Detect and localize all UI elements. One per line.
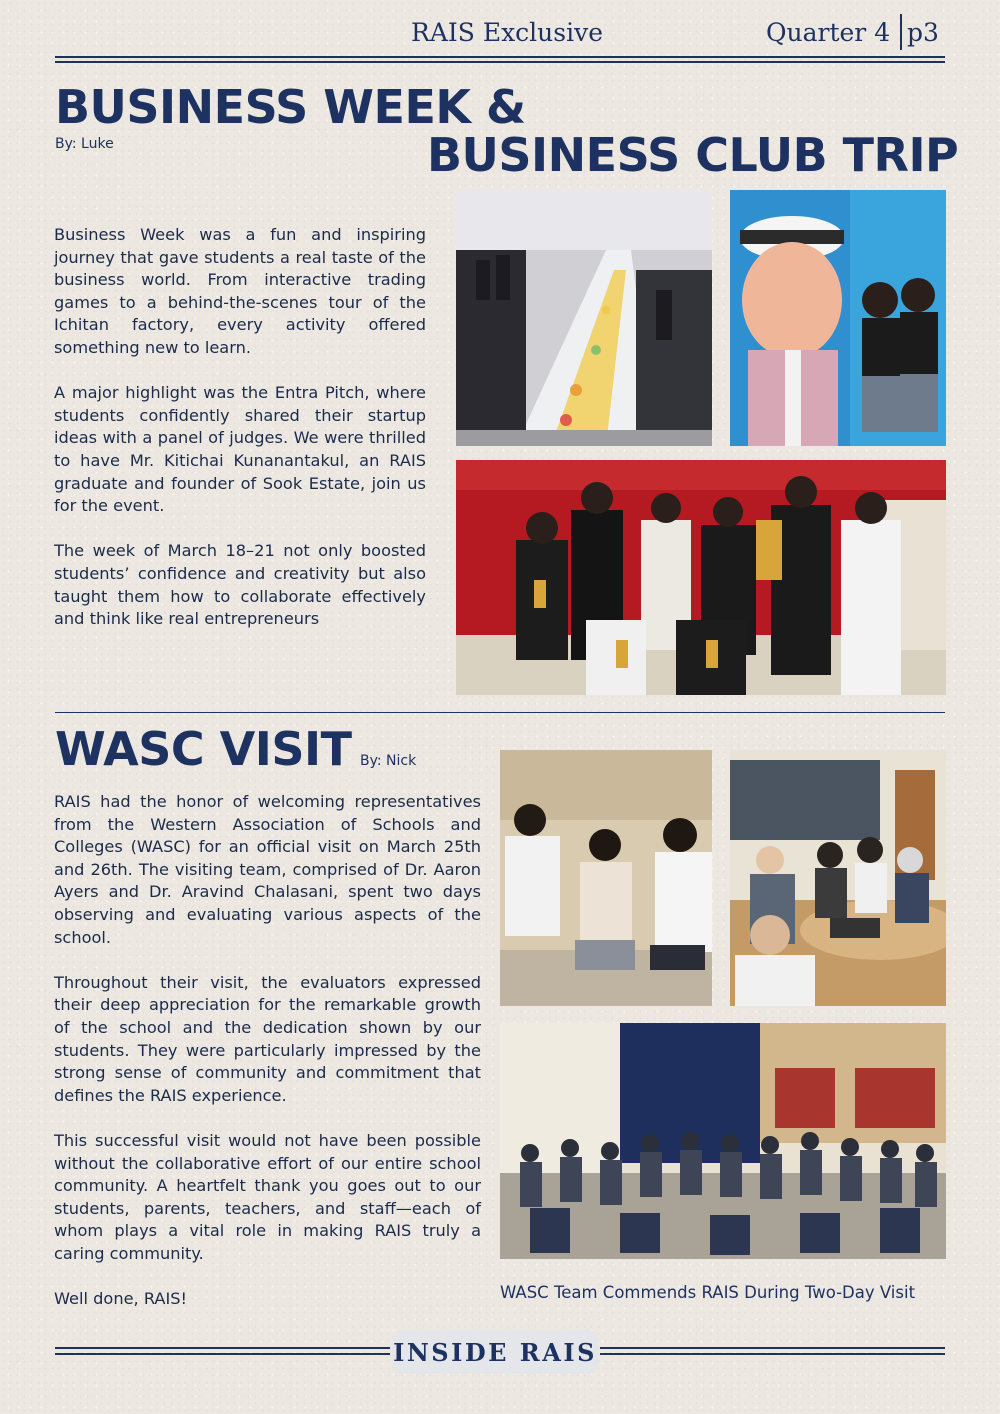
article2-paragraph: Well done, RAIS! (54, 1289, 188, 1309)
header-separator (900, 14, 902, 50)
section-divider (55, 712, 945, 713)
header-rule-top (55, 56, 945, 58)
article1-title-line2: BUSINESS CLUB TRIP (427, 128, 959, 182)
article2-byline: By: Nick (360, 753, 417, 769)
article1-body (54, 224, 426, 653)
page-number: p3 (907, 18, 939, 47)
article2-paragraph: RAIS had the honor of welcoming representatives from the Western Association of Schools and Colleges (WASC) for an official visit on March 25th and 26th. The visiting team, comprised of Dr. Aaron Ayers and Dr. Aravind Chalasani, spent two days observing and evaluating various aspects of the school. (54, 792, 481, 947)
issue-label: Quarter 4 (766, 18, 891, 47)
article2-paragraph: This successful visit would not have been possible without the collaborative effort of our entire school community. A heartfelt thank you goes out to our students, parents, teachers, and staff—each of whom plays a vital role in making RAIS truly a caring community. (54, 1130, 481, 1263)
meeting-room-photo (730, 750, 946, 1006)
article2-paragraph: Throughout their visit, the evaluators expressed their deep appreciation for the remarkable growth of the school and the dedication shown by our students. They were particularly impressed by the strong sense of community and commitment that defines the RAIS experience. (54, 972, 481, 1105)
article1-byline: By: Luke (55, 136, 114, 152)
publication-name: RAIS Exclusive (411, 18, 604, 47)
article2-body (54, 791, 481, 1333)
article1-paragraph: Business Week was a fun and inspiring journey that gave students a real taste of the business world. From interactive trading games to a behind-the-scenes tour of the Ichitan factory, every activity offered something new to learn. (54, 225, 426, 357)
header-rule-bottom (55, 61, 945, 63)
footer-rule-right-top (600, 1347, 945, 1349)
awards-group-photo (456, 460, 946, 695)
article2-title: WASC VISIT (55, 722, 352, 776)
student-discussion-photo (500, 750, 712, 1006)
article1-title-line1: BUSINESS WEEK & (55, 80, 526, 134)
photo-caption: WASC Team Commends RAIS During Two-Day Visit (500, 1283, 916, 1302)
hall-circle-photo (500, 1023, 946, 1259)
factory-tour-photo (456, 190, 712, 446)
mascot-photo (730, 190, 946, 446)
footer-rule-right-bottom (600, 1353, 945, 1355)
article1-paragraph: The week of March 18–21 not only boosted students’ confidence and creativity but also taught them how to collaborate effectively and think like real entrepreneurs (54, 541, 426, 629)
article1-paragraph: A major highlight was the Entra Pitch, where students confidently shared their startup ideas with a panel of judges. We were thrilled to have Mr. Kitichai Kunanantakul, an RAIS graduate and founder of Sook Estate, join us for the event. (54, 383, 426, 516)
footer-rule-left-bottom (55, 1353, 390, 1355)
footer-rule-left-top (55, 1347, 390, 1349)
footer-label: INSIDE RAIS (392, 1330, 598, 1374)
